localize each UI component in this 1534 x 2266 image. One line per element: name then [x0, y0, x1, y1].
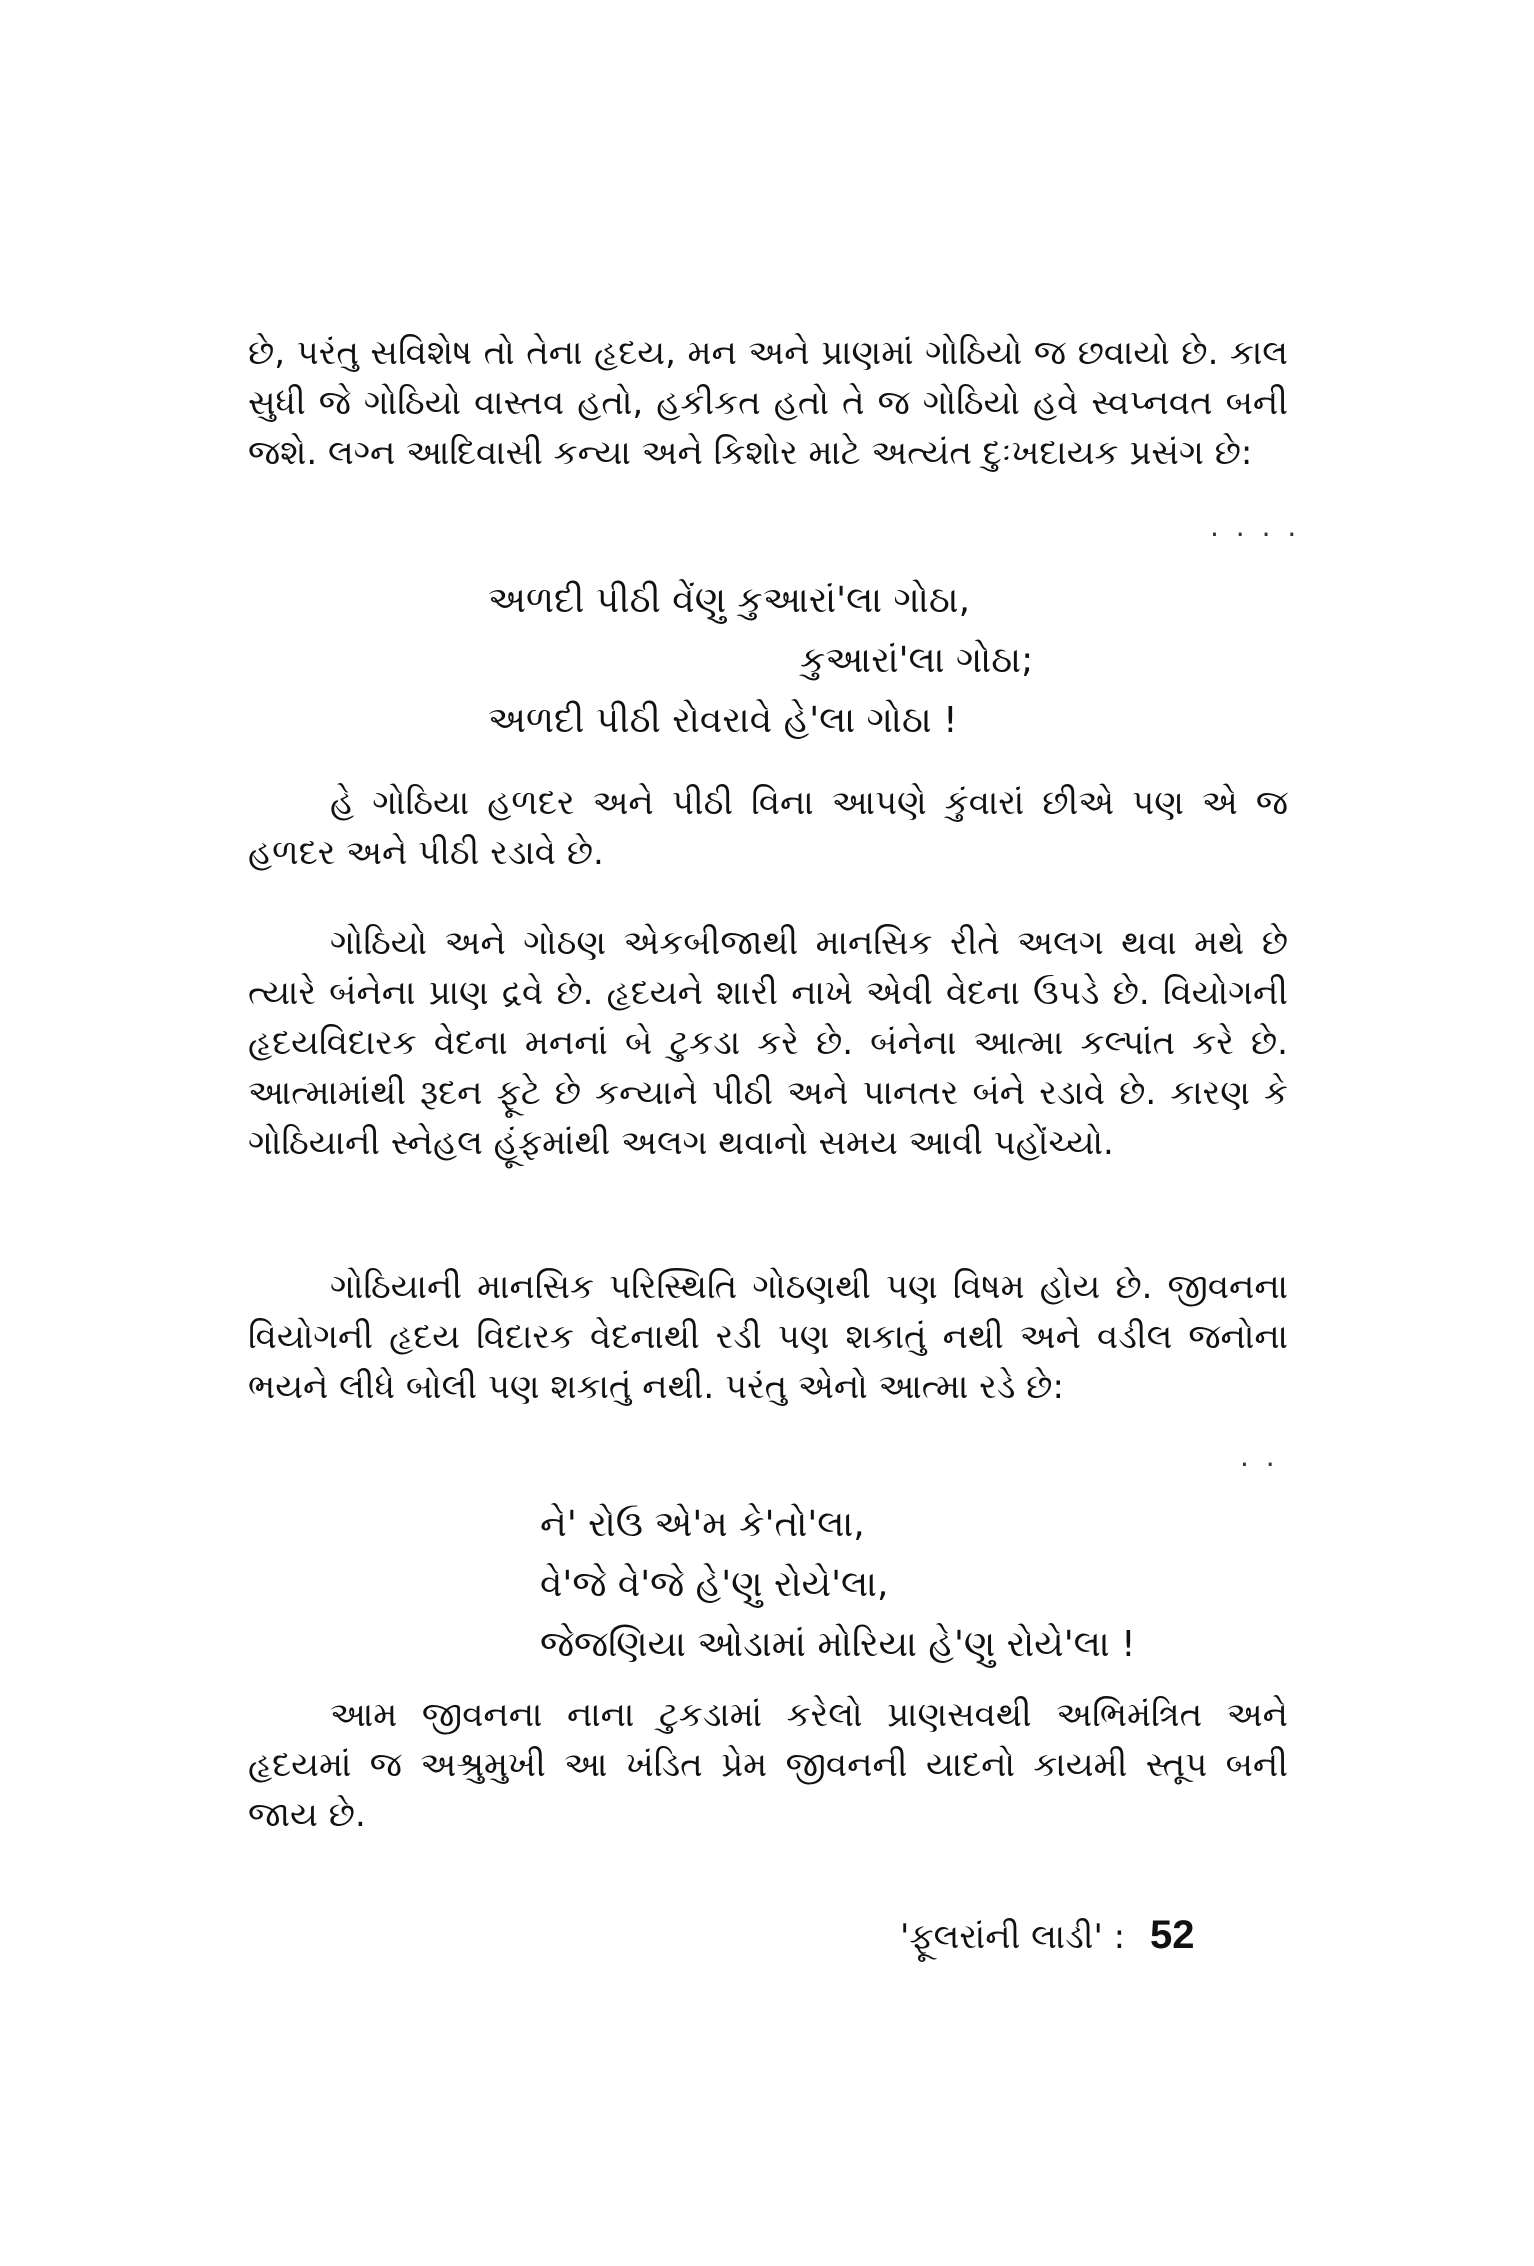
- verse-2-line-1: ને' રોઉ એ'મ કે'તો'લા,: [540, 1504, 865, 1545]
- paragraph-text: ગોઠિયો અને ગોઠણ એકબીજાથી માનસિક રીતે અલગ થવા મથે છે ત્યારે બંનેના પ્રાણ દ્રવે છે. હૃદયને શારી નાખે એવી વેદના ઉપડે છે. વિયોગની હૃદયવિદારક વેદના મનનાં બે ટુકડા કરે છે. બંનેના આત્મા કલ્પાંત કરે છે. આત્મામાંથી રૂદન ફૂટે છે કન્યાને પીઠી અને પાનતર બંને રડાવે છે. કારણ કે ગોઠિયાની સ્નેહલ હૂંફમાંથી અલગ થવાનો સમય આવી પહોંચ્યો.: [248, 923, 1288, 1163]
- verse-2-line-2: વે'જે વે'જે હે'ણુ રોયે'લા,: [540, 1564, 889, 1605]
- paragraph-intro: [248, 328, 1288, 478]
- verse-1-line-1: અળદી પીઠી વેંણુ કુઆરાં'લા ગોઠા,: [488, 580, 971, 621]
- paragraph-gothiyo-gothan: [248, 918, 1288, 1168]
- book-title: 'ફૂલરાંની લાડી' :: [900, 1917, 1126, 1957]
- verse-2-line-3: જેજણિયા ઓડામાં મોરિયા હે'ણુ રોયે'લા !: [540, 1624, 1136, 1665]
- paragraph-haldar: [248, 778, 1288, 878]
- paragraph-gothiya-mind: [248, 1262, 1288, 1412]
- page-number: 52: [1149, 1913, 1195, 1957]
- verse-1-line-3: અળદી પીઠી રોવરાવે હે'લા ગોઠા !: [488, 700, 958, 741]
- paragraph-text: ગોઠિયાની માનસિક પરિસ્થિતિ ગોઠણથી પણ વિષમ હોય છે. જીવનના વિયોગની હૃદય વિદારક વેદનાથી રડી પણ શકાતું નથી અને વડીલ જનોના ભયને લીધે બોલી પણ શકાતું નથી. પરંતુ એનો આત્મા રડે છે:: [248, 1267, 1288, 1407]
- ink-dots: · · · ·: [1210, 518, 1301, 551]
- ink-dots: · ·: [1240, 1448, 1279, 1481]
- running-footer: [900, 1910, 1290, 1962]
- paragraph-text: આમ જીવનના નાના ટુકડામાં કરેલો પ્રાણસવથી અભિમંત્રિત અને હૃદયમાં જ અશ્રુમુખી આ ખંડિત પ્રેમ જીવનની યાદનો કાયમી સ્તૂપ બની જાય છે.: [248, 1695, 1288, 1835]
- verse-1-line-2: કુઆરાં'લા ગોઠા;: [800, 640, 1034, 681]
- paragraph-conclusion: [248, 1690, 1288, 1840]
- paragraph-text: છે, પરંતુ સવિશેષ તો તેના હૃદય, મન અને પ્રાણમાં ગોઠિયો જ છવાયો છે. કાલ સુધી જે ગોઠિયો વાસ્તવ હતો, હકીકત હતો તે જ ગોઠિયો હવે સ્વપ્નવત બની જશે. લગ્ન આદિવાસી કન્યા અને કિશોર માટે અત્યંત દુઃખદાયક પ્રસંગ છે:: [248, 333, 1288, 473]
- paragraph-text: હે ગોઠિયા હળદર અને પીઠી વિના આપણે કુંવારાં છીએ પણ એ જ હળદર અને પીઠી રડાવે છે.: [248, 783, 1288, 873]
